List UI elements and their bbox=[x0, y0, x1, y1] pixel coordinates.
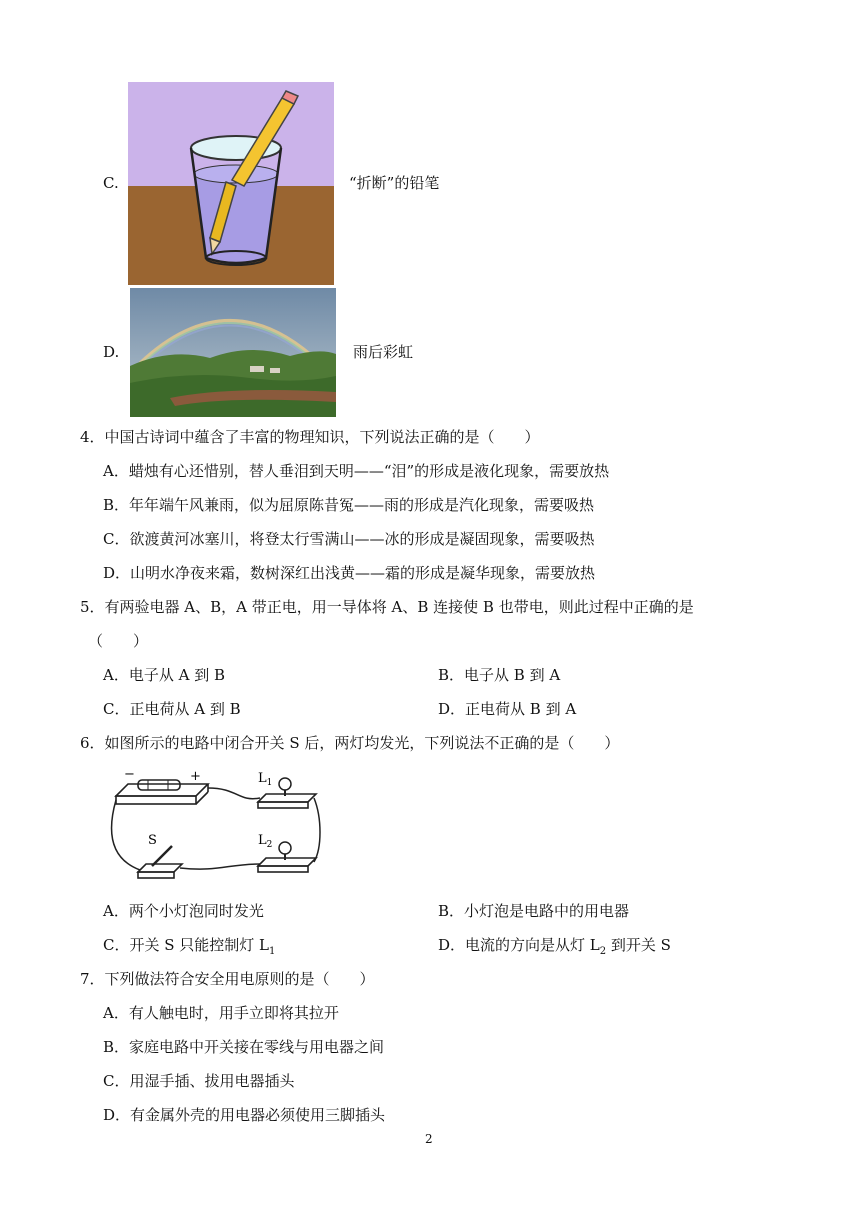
battery-minus-label: − bbox=[124, 768, 135, 782]
lamp-l1-label: $L_1$ bbox=[258, 771, 273, 788]
q6-option-c: C．开关 S 只能控制灯 $L_1$ bbox=[103, 936, 276, 957]
q7-option-c: C．用湿手插、拔用电器插头 bbox=[103, 1072, 295, 1090]
q3-option-d-caption: 雨后彩虹 bbox=[353, 343, 414, 361]
q6-option-a: A．两个小灯泡同时发光 bbox=[103, 902, 264, 920]
q3-option-d-letter: D. bbox=[103, 343, 120, 361]
pencil-in-glass-image bbox=[128, 82, 334, 285]
q7-option-b: B．家庭电路中开关接在零线与用电器之间 bbox=[103, 1038, 385, 1056]
battery-plus-label: + bbox=[190, 769, 201, 784]
q4-option-a: A．蜡烛有心还惜别，替人垂泪到天明——“泪”的形成是液化现象，需要放热 bbox=[103, 462, 610, 480]
q5-option-a: A．电子从 A 到 B bbox=[103, 666, 225, 684]
q7-option-d: D．有金属外壳的用电器必须使用三脚插头 bbox=[103, 1106, 386, 1124]
q7-option-a: A．有人触电时，用手立即将其拉开 bbox=[103, 1004, 339, 1022]
switch-s-label: S bbox=[148, 833, 157, 848]
q3-option-c-caption: “折断”的铅笔 bbox=[349, 174, 440, 192]
q4-option-b: B．年年端午风兼雨，似为屈原陈昔冤——雨的形成是汽化现象，需要吸热 bbox=[103, 496, 595, 514]
q4-option-d: D．山明水净夜来霜，数树深红出浅黄——霜的形成是凝华现象，需要放热 bbox=[103, 564, 596, 582]
q5-option-d: D．正电荷从 B 到 A bbox=[438, 700, 577, 718]
rainbow-photo bbox=[130, 288, 336, 417]
q5-option-c: C．正电荷从 A 到 B bbox=[103, 700, 241, 718]
q5-option-b: B．电子从 B 到 A bbox=[438, 666, 561, 684]
q7-stem: 7．下列做法符合安全用电原则的是（ ） bbox=[80, 970, 375, 988]
q5-stem: 5．有两验电器 A、B，A 带正电，用一导体将 A、B 连接使 B 也带电，则此过程中正确的是 bbox=[80, 598, 694, 616]
q3-option-c-letter: C. bbox=[103, 174, 119, 192]
q6-option-b: B．小灯泡是电路中的用电器 bbox=[438, 902, 630, 920]
q6-stem: 6．如图所示的电路中闭合开关 S 后，两灯均发光，下列说法不正确的是（ ） bbox=[80, 734, 620, 752]
lamp-l2-label: $L_2$ bbox=[258, 833, 273, 850]
q5-stem-continued: （ ） bbox=[88, 632, 149, 650]
page-number: 2 bbox=[425, 1132, 433, 1146]
q4-stem: 4．中国古诗词中蕴含了丰富的物理知识，下列说法正确的是（ ） bbox=[80, 428, 540, 446]
q4-option-c: C．欲渡黄河冰塞川，将登太行雪满山——冰的形成是凝固现象，需要吸热 bbox=[103, 530, 595, 548]
q6-option-d: D．电流的方向是从灯 $L_2$ 到开关 S bbox=[438, 936, 671, 957]
circuit-diagram bbox=[108, 768, 323, 882]
